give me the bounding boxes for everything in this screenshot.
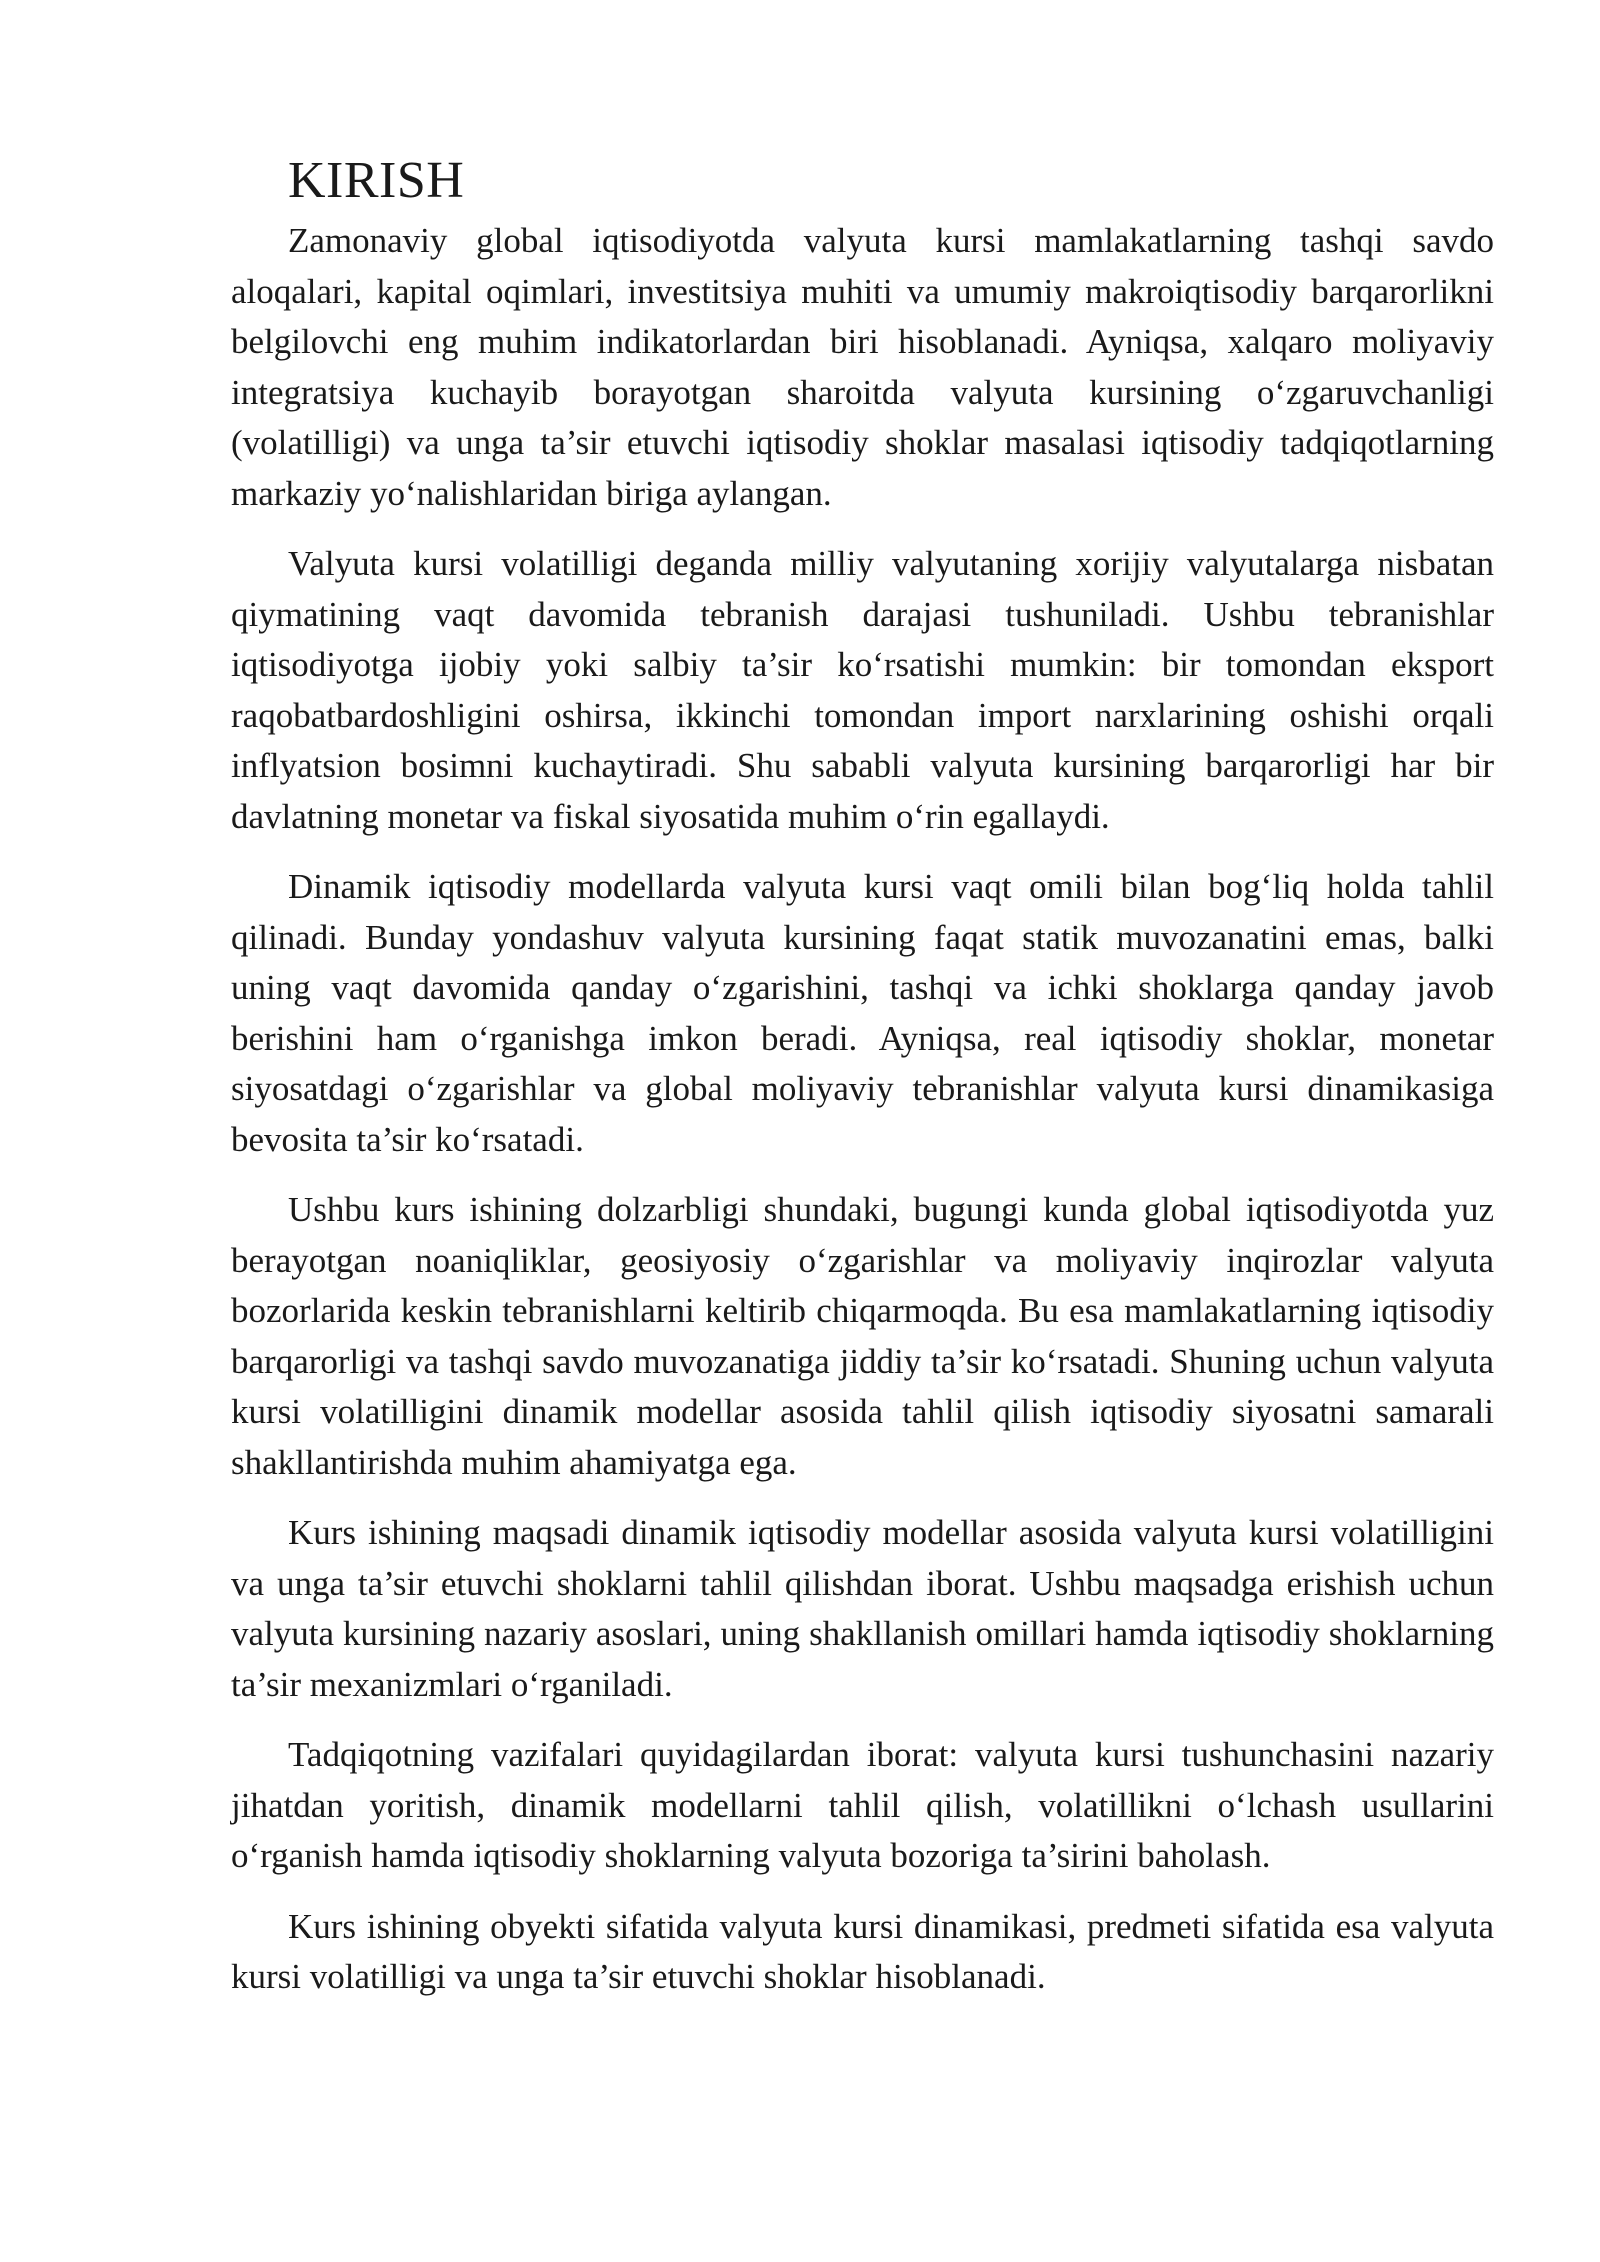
paragraph-2: Valyuta kursi volatilligi deganda milliy valyutaning xorijiy valyutalarga nisbatan qiymatining vaqt davomida tebranish darajasi tushuniladi. Ushbu tebranishlar iqtisodiyotga ijobiy yoki salbiy ta’sir ko‘rsatishi mumkin: bir tomondan eksport raqobatbardoshligini oshirsa, ikkinchi tomondan import narxlarining oshishi orqali inflyatsion bosimni kuchaytiradi. Shu sababli valyuta kursining barqarorligi har bir davlatning monetar va fiskal siyosatida muhim o‘rin egallaydi. <box>231 544 1494 836</box>
paragraph-7: Kurs ishining obyekti sifatida valyuta kursi dinamikasi, predmeti sifatida esa valyuta kursi volatilligi va unga ta’sir etuvchi shoklar hisoblanadi. <box>231 1906 1494 1997</box>
section-heading: KIRISH <box>288 152 465 209</box>
paragraph-3: Dinamik iqtisodiy modellarda valyuta kursi vaqt omili bilan bog‘liq holda tahlil qilinadi. Bunday yondashuv valyuta kursining faqat statik muvozanatini emas, balki uning vaqt davomida qanday o‘zgarishini, tashqi va ichki shoklarga qanday javob berishini ham o‘rganishga imkon beradi. Ayniqsa, real iqtisodiy shoklar, monetar siyosatdagi o‘zgarishlar va global moliyaviy tebranishlar valyuta kursi dinamikasiga bevosita ta’sir ko‘rsatadi. <box>231 867 1494 1159</box>
paragraph-4: Ushbu kurs ishining dolzarbligi shundaki, bugungi kunda global iqtisodiyotda yuz berayotgan noaniqliklar, geosiyosiy o‘zgarishlar va moliyaviy inqirozlar valyuta bozorlarida keskin tebranishlarni keltirib chiqarmoqda. Bu esa mamlakatlarning iqtisodiy barqarorligi va tashqi savdo muvozanatiga jiddiy ta’sir ko‘rsatadi. Shuning uchun valyuta kursi volatilligini dinamik modellar asosida tahlil qilish iqtisodiy siyosatni samarali shakllantirishda muhim ahamiyatga ega. <box>231 1190 1494 1482</box>
document-body <box>231 150 1494 2023</box>
paragraph-1: Zamonaviy global iqtisodiyotda valyuta kursi mamlakatlarning tashqi savdo aloqalari, kapital oqimlari, investitsiya muhiti va umumiy makroiqtisodiy barqarorlikni belgilovchi eng muhim indikatorlardan biri hisoblanadi. Ayniqsa, xalqaro moliyaviy integratsiya kuchayib borayotgan sharoitda valyuta kursining o‘zgaruvchanligi (volatilligi) va unga ta’sir etuvchi iqtisodiy shoklar masalasi iqtisodiy tadqiqotlarning markaziy yo‘nalishlaridan biriga aylangan. <box>231 221 1494 513</box>
paragraph-5: Kurs ishining maqsadi dinamik iqtisodiy modellar asosida valyuta kursi volatilligini va unga ta’sir etuvchi shoklarni tahlil qilishdan iborat. Ushbu maqsadga erishish uchun valyuta kursining nazariy asoslari, uning shakllanish omillari hamda iqtisodiy shoklarning ta’sir mexanizmlari o‘rganiladi. <box>231 1513 1494 1704</box>
paragraph-6: Tadqiqotning vazifalari quyidagilardan iborat: valyuta kursi tushunchasini nazariy jihatdan yoritish, dinamik modellarni tahlil qilish, volatillikni o‘lchash usullarini o‘rganish hamda iqtisodiy shoklarning valyuta bozoriga ta’sirini baholash. <box>231 1735 1494 1876</box>
